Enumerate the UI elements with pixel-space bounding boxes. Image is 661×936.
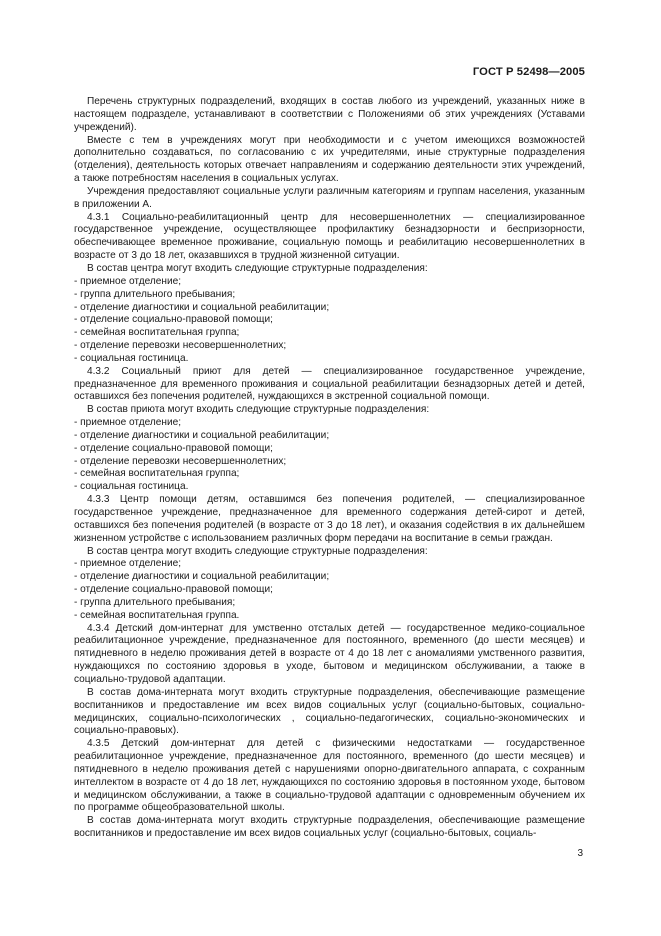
list-item: - приемное отделение; — [74, 417, 182, 429]
list-item: - отделение диагностики и социальной реабилитации; — [74, 301, 330, 313]
paragraph: В состав центра могут входить следующие структурные подразделения: — [87, 262, 428, 274]
paragraph: Вместе с тем в учреждениях могут при необходимости и с учетом имеющихся возможностей дополнительно создаваться, по согласованию с их учредителями, иные структурные подразделения (отделения), деятельность которых отвечает направлениям и содержанию деятельности этих учреждений, а также потребностям населения в социальных услугах. — [74, 134, 585, 185]
list-item: - социальная гостиница. — [74, 481, 189, 493]
list-item: - семейная воспитательная группа. — [74, 609, 240, 621]
list-item: - семейная воспитательная группа; — [74, 468, 240, 480]
list-item: - отделение перевозки несовершеннолетних; — [74, 455, 287, 467]
paragraph: Перечень структурных подразделений, входящих в состав любого из учреждений, указанных ниже в настоящем подразделе, устанавливают в соответствии с Положениями об этих учреждениях (Уставами учреждений). — [74, 96, 585, 133]
paragraph: 4.3.3 Центр помощи детям, оставшимся без попечения родителей, — специализированное государственное учреждение, предназначенное для временного содержания детей-сирот и детей, оставшихся без попечения родителей (в возрасте от 3 до 18 лет), и оказания содействия в их дальнейшем жизненном устройстве с использованием различных форм передачи на воспитание в семьи граждан. — [74, 494, 585, 544]
paragraph: В состав центра могут входить следующие структурные подразделения: — [87, 545, 428, 557]
page-number: 3 — [577, 848, 583, 859]
paragraph: 4.3.1 Социально-реабилитационный центр для несовершеннолетних — специализированное государственное учреждение, осуществляющее профилактику безнадзорности и беспризорности, обеспечивающее временное проживание, социальную помощь и реабилитацию несовершеннолетних в возрасте от 3 до 18 лет, оказавшихся в трудной жизненной ситуации. — [74, 211, 585, 262]
list-item: - социальная гостиница. — [74, 352, 189, 364]
paragraph: Учреждения предоставляют социальные услуги различным категориям и группам населения, указанным в приложении А. — [74, 185, 585, 210]
paragraph: 4.3.2 Социальный приют для детей — специализированное государственное учреждение, предназначенное для временного проживания и социальной реабилитации безнадзорных детей и детей, оставшихся без попечения родителей, нуждающихся в экстренной социальной помощи. — [74, 365, 585, 403]
list-item: - семейная воспитательная группа; — [74, 327, 240, 339]
list-item: - приемное отделение; — [74, 275, 182, 287]
paragraph: 4.3.4 Детский дом-интернат для умственно отсталых детей — государственное медико-социальное реабилитационное учреждение, предназначенное для постоянного, временного (до шести месяцев) и пятидневного в неделю проживания детей в возрасте от 4 до 18 лет с аномалиями умственного развития, нуждающихся по состоянию здоровья в уходе, бытовом и медицинском обслуживании, а также в социально-трудовой адаптации. — [74, 622, 585, 685]
paragraph: 4.3.5 Детский дом-интернат для детей с физическими недостатками — государственное реабилитационное учреждение, предназначенное для постоянного, временного (до шести месяцев) и пятидневного в неделю проживания детей с нарушениями опорно-двигательного аппарата, с сохранным интеллектом в возрасте от 4 до 18 лет, нуждающихся по состоянию здоровья в постоянном уходе, бытовом и медицинском обслуживании, а также в социально-трудовой адаптации с одновременным обучением их по программе общеобразовательной школы. — [74, 738, 585, 814]
paragraph: В состав приюта могут входить следующие структурные подразделения: — [87, 404, 430, 416]
paragraph: В состав дома-интерната могут входить структурные подразделения, обеспечивающие размещение воспитанников и предоставление им всех видов социальных услуг (социально-бытовых, социально-медицинских, социально-психологических , социально-педагогических, социально-экономических и социально-правовых). — [74, 686, 585, 737]
list-item: - группа длительного пребывания; — [74, 596, 236, 608]
list-item: - отделение социально-правовой помощи; — [74, 314, 273, 326]
list-item: - отделение диагностики и социальной реабилитации; — [74, 429, 330, 441]
standard-number: ГОСТ Р 52498—2005 — [472, 66, 585, 78]
list-item: - группа длительного пребывания; — [74, 288, 236, 300]
list-item: - отделение перевозки несовершеннолетних; — [74, 340, 287, 352]
list-item: - отделение социально-правовой помощи; — [74, 442, 273, 454]
list-item: - приемное отделение; — [74, 558, 182, 570]
body-text — [74, 96, 585, 841]
list-item: - отделение социально-правовой помощи; — [74, 584, 273, 596]
paragraph: В состав дома-интерната могут входить структурные подразделения, обеспечивающие размещение воспитанников и предоставление им всех видов социальных услуг (социально-бытовых, социаль- — [74, 815, 585, 840]
list-item: - отделение диагностики и социальной реабилитации; — [74, 571, 330, 583]
